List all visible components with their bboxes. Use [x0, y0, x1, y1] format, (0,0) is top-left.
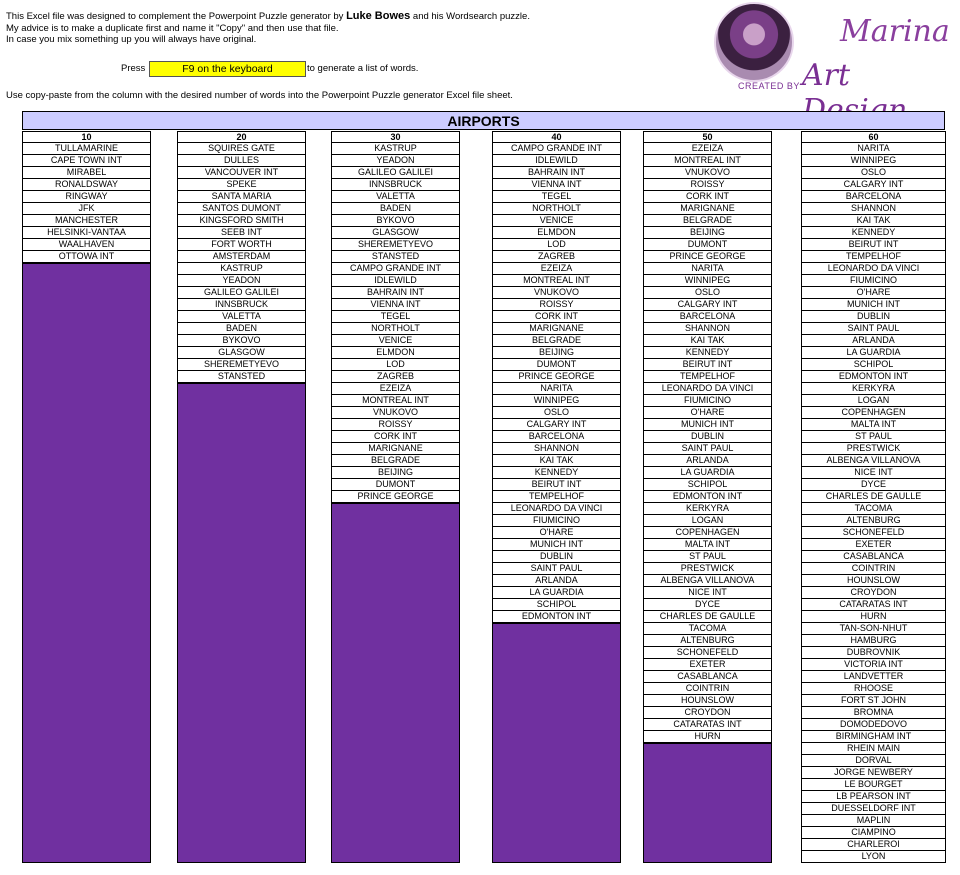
list-item[interactable]: CORK INT	[331, 431, 460, 443]
list-item[interactable]: CATARATAS INT	[801, 599, 946, 611]
list-item[interactable]: CALGARY INT	[801, 179, 946, 191]
list-item[interactable]: ALTENBURG	[801, 515, 946, 527]
list-item[interactable]: CORK INT	[643, 191, 772, 203]
list-item[interactable]: MALTA INT	[643, 539, 772, 551]
list-item[interactable]: OTTOWA INT	[22, 251, 151, 263]
list-item[interactable]: CATARATAS INT	[643, 719, 772, 731]
list-item[interactable]: CROYDON	[643, 707, 772, 719]
column-50	[643, 131, 772, 863]
column-header[interactable]: 40	[492, 131, 621, 143]
list-item[interactable]: DUMONT	[492, 359, 621, 371]
list-item[interactable]: WINNIPEG	[643, 275, 772, 287]
list-item[interactable]: LA GUARDIA	[643, 467, 772, 479]
column-header[interactable]: 20	[177, 131, 306, 143]
word-list	[643, 143, 772, 743]
list-item[interactable]: EDMONTON INT	[492, 611, 621, 623]
list-item[interactable]: ZAGREB	[492, 251, 621, 263]
list-item[interactable]: BARCELONA	[643, 311, 772, 323]
list-item[interactable]: BAHRAIN INT	[331, 287, 460, 299]
list-item[interactable]: LA GUARDIA	[492, 587, 621, 599]
list-item[interactable]: JFK	[22, 203, 151, 215]
list-item[interactable]: CIAMPINO	[801, 827, 946, 839]
list-item[interactable]: KINGSFORD SMITH	[177, 215, 306, 227]
list-item[interactable]: SHANNON	[643, 323, 772, 335]
list-item[interactable]: IDLEWILD	[492, 155, 621, 167]
list-item[interactable]: BEIJING	[643, 227, 772, 239]
list-item[interactable]: DORVAL	[801, 755, 946, 767]
list-item[interactable]: TACOMA	[643, 623, 772, 635]
list-item[interactable]: SHEREMETYEVO	[331, 239, 460, 251]
list-item[interactable]: KASTRUP	[177, 263, 306, 275]
list-item[interactable]: DYCE	[643, 599, 772, 611]
logo-art-design: Art	[802, 58, 851, 93]
list-item[interactable]: AMSTERDAM	[177, 251, 306, 263]
list-item[interactable]: BADEN	[177, 323, 306, 335]
list-item[interactable]: VANCOUVER INT	[177, 167, 306, 179]
list-item[interactable]: CASABLANCA	[801, 551, 946, 563]
list-item[interactable]: FIUMICINO	[643, 395, 772, 407]
list-item[interactable]: BYKOVO	[331, 215, 460, 227]
filler-block	[22, 263, 151, 863]
list-item[interactable]: ALBENGA VILLANOVA	[643, 575, 772, 587]
list-item[interactable]: GLASGOW	[177, 347, 306, 359]
column-60	[801, 131, 946, 863]
list-item[interactable]: LEONARDO DA VINCI	[492, 503, 621, 515]
list-item[interactable]: LOD	[331, 359, 460, 371]
list-item[interactable]: VENICE	[331, 335, 460, 347]
list-item[interactable]: ROISSY	[492, 299, 621, 311]
list-item[interactable]: FORT ST JOHN	[801, 695, 946, 707]
list-item[interactable]: HELSINKI-VANTAA	[22, 227, 151, 239]
list-item[interactable]: LOGAN	[643, 515, 772, 527]
list-item[interactable]: SCHONEFELD	[801, 527, 946, 539]
list-item[interactable]: FORT WORTH	[177, 239, 306, 251]
list-item[interactable]: DYCE	[801, 479, 946, 491]
list-item[interactable]: SANTA MARIA	[177, 191, 306, 203]
f9-key-cell[interactable]: F9 on the keyboard	[149, 61, 306, 77]
list-item[interactable]: LOGAN	[801, 395, 946, 407]
list-item[interactable]: EDMONTON INT	[801, 371, 946, 383]
list-item[interactable]: DUMONT	[331, 479, 460, 491]
airports-banner: AIRPORTS	[22, 111, 945, 130]
list-item[interactable]: MANCHESTER	[22, 215, 151, 227]
list-item[interactable]: ST PAUL	[801, 431, 946, 443]
list-item[interactable]: YEADON	[331, 155, 460, 167]
list-item[interactable]: MUNICH INT	[643, 419, 772, 431]
list-item[interactable]: ELMDON	[492, 227, 621, 239]
list-item[interactable]: LEONARDO DA VINCI	[643, 383, 772, 395]
list-item[interactable]: EZEIZA	[492, 263, 621, 275]
list-item[interactable]: LOD	[492, 239, 621, 251]
list-item[interactable]: HOUNSLOW	[643, 695, 772, 707]
list-item[interactable]: KERKYRA	[643, 503, 772, 515]
list-item[interactable]: KENNEDY	[801, 227, 946, 239]
list-item[interactable]: KAI TAK	[643, 335, 772, 347]
list-item[interactable]: CALGARY INT	[492, 419, 621, 431]
list-item[interactable]: ARLANDA	[492, 575, 621, 587]
list-item[interactable]: YEADON	[177, 275, 306, 287]
list-item[interactable]: CALGARY INT	[643, 299, 772, 311]
list-item[interactable]: RHEIN MAIN	[801, 743, 946, 755]
list-item[interactable]: EDMONTON INT	[643, 491, 772, 503]
list-item[interactable]: VALETTA	[177, 311, 306, 323]
list-item[interactable]: COINTRIN	[801, 563, 946, 575]
list-item[interactable]: PRESTWICK	[643, 563, 772, 575]
list-item[interactable]: BEIJING	[492, 347, 621, 359]
author-name: Luke Bowes	[346, 10, 411, 22]
list-item[interactable]: ZAGREB	[331, 371, 460, 383]
avatar	[714, 2, 794, 82]
list-item[interactable]: LEONARDO DA VINCI	[801, 263, 946, 275]
list-item[interactable]: COINTRIN	[643, 683, 772, 695]
list-item[interactable]: TEMPELHOF	[801, 251, 946, 263]
list-item[interactable]: MUNICH INT	[801, 299, 946, 311]
list-item[interactable]: RONALDSWAY	[22, 179, 151, 191]
list-item[interactable]: INNSBRUCK	[177, 299, 306, 311]
column-header[interactable]: 60	[801, 131, 946, 143]
word-list	[492, 143, 621, 623]
intro-line-2: My advice is to make a duplicate first and name it "Copy" and then use that file.	[6, 22, 339, 34]
list-item[interactable]: SAINT PAUL	[801, 323, 946, 335]
list-item[interactable]: DOMODEDOVO	[801, 719, 946, 731]
list-item[interactable]: PRINCE GEORGE	[331, 491, 460, 503]
list-item[interactable]: STANSTED	[177, 371, 306, 383]
list-item[interactable]: MONTREAL INT	[492, 275, 621, 287]
list-item[interactable]: ROISSY	[643, 179, 772, 191]
list-item[interactable]: MARIGNANE	[643, 203, 772, 215]
filler-block	[492, 623, 621, 863]
list-item[interactable]: BADEN	[331, 203, 460, 215]
list-item[interactable]: GALILEO GALILEI	[331, 167, 460, 179]
list-item[interactable]: BEIRUT INT	[801, 239, 946, 251]
list-item[interactable]: LE BOURGET	[801, 779, 946, 791]
list-item[interactable]: INNSBRUCK	[331, 179, 460, 191]
list-item[interactable]: GALILEO GALILEI	[177, 287, 306, 299]
list-item[interactable]: EZEIZA	[331, 383, 460, 395]
list-item[interactable]: PRESTWICK	[801, 443, 946, 455]
list-item[interactable]: WAALHAVEN	[22, 239, 151, 251]
list-item[interactable]: VIENNA INT	[492, 179, 621, 191]
list-item[interactable]: FIUMICINO	[801, 275, 946, 287]
list-item[interactable]: SAINT PAUL	[492, 563, 621, 575]
list-item[interactable]: BEIRUT INT	[643, 359, 772, 371]
list-item[interactable]: ARLANDA	[643, 455, 772, 467]
list-item[interactable]: SHANNON	[801, 203, 946, 215]
list-item[interactable]: OSLO	[643, 287, 772, 299]
logo-created-by: CREATED BY	[738, 81, 800, 91]
list-item[interactable]: BYKOVO	[177, 335, 306, 347]
list-item[interactable]: HOUNSLOW	[801, 575, 946, 587]
list-item[interactable]: ALBENGA VILLANOVA	[801, 455, 946, 467]
list-item[interactable]: NORTHOLT	[492, 203, 621, 215]
list-item[interactable]: CORK INT	[492, 311, 621, 323]
list-item[interactable]: WINNIPEG	[801, 155, 946, 167]
list-item[interactable]: EXETER	[643, 659, 772, 671]
list-item[interactable]: NARITA	[643, 263, 772, 275]
list-item[interactable]: TEGEL	[331, 311, 460, 323]
list-item[interactable]: VNUKOVO	[492, 287, 621, 299]
list-item[interactable]: RINGWAY	[22, 191, 151, 203]
list-item[interactable]: TULLAMARINE	[22, 143, 151, 155]
list-item[interactable]: TAN-SON-NHUT	[801, 623, 946, 635]
list-item[interactable]: CHARLEROI	[801, 839, 946, 851]
list-item[interactable]: MONTREAL INT	[643, 155, 772, 167]
list-item[interactable]: DUBROVNIK	[801, 647, 946, 659]
list-item[interactable]: BARCELONA	[492, 431, 621, 443]
intro-text	[6, 11, 530, 46]
list-item[interactable]: KAI TAK	[492, 455, 621, 467]
list-item[interactable]: SCHIPOL	[643, 479, 772, 491]
list-item[interactable]: DUESSELDORF INT	[801, 803, 946, 815]
list-item[interactable]: VNUKOVO	[331, 407, 460, 419]
list-item[interactable]: MALTA INT	[801, 419, 946, 431]
word-list	[177, 143, 306, 383]
list-item[interactable]: WINNIPEG	[492, 395, 621, 407]
list-item[interactable]: ALTENBURG	[643, 635, 772, 647]
list-item[interactable]: BEIRUT INT	[492, 479, 621, 491]
list-item[interactable]: CAMPO GRANDE INT	[331, 263, 460, 275]
list-item[interactable]: DUMONT	[643, 239, 772, 251]
list-item[interactable]: PRINCE GEORGE	[643, 251, 772, 263]
list-item[interactable]: NICE INT	[643, 587, 772, 599]
list-item[interactable]: ARLANDA	[801, 335, 946, 347]
list-item[interactable]: SCHIPOL	[801, 359, 946, 371]
list-item[interactable]: VNUKOVO	[643, 167, 772, 179]
list-item[interactable]: MAPLIN	[801, 815, 946, 827]
word-list	[22, 143, 151, 263]
list-item[interactable]: DULLES	[177, 155, 306, 167]
list-item[interactable]: EXETER	[801, 539, 946, 551]
list-item[interactable]: KENNEDY	[643, 347, 772, 359]
list-item[interactable]: SHEREMETYEVO	[177, 359, 306, 371]
logo-name: Marina	[840, 14, 950, 49]
list-item[interactable]: O'HARE	[492, 527, 621, 539]
list-item[interactable]: SANTOS DUMONT	[177, 203, 306, 215]
filler-block	[643, 743, 772, 863]
list-item[interactable]: BAHRAIN INT	[492, 167, 621, 179]
list-item[interactable]: NARITA	[801, 143, 946, 155]
list-item[interactable]: HURN	[643, 731, 772, 743]
list-item[interactable]: SHANNON	[492, 443, 621, 455]
press-instruction: to generate a list of words.	[307, 63, 419, 74]
list-item[interactable]: SCHONEFELD	[643, 647, 772, 659]
list-item[interactable]: JORGE NEWBERY	[801, 767, 946, 779]
list-item[interactable]: ROISSY	[331, 419, 460, 431]
list-item[interactable]: FIUMICINO	[492, 515, 621, 527]
list-item[interactable]: BELGRADE	[643, 215, 772, 227]
list-item[interactable]: O'HARE	[801, 287, 946, 299]
copy-paste-instruction: Use copy-paste from the column with the desired number of words into the Powerpoint Puzzle generator Excel file sheet.	[6, 90, 513, 101]
list-item[interactable]: SQUIRES GATE	[177, 143, 306, 155]
list-item[interactable]: RHOOSE	[801, 683, 946, 695]
list-item[interactable]: TEMPELHOF	[643, 371, 772, 383]
list-item[interactable]: LB PEARSON INT	[801, 791, 946, 803]
list-item[interactable]: OSLO	[492, 407, 621, 419]
column-header[interactable]: 10	[22, 131, 151, 143]
list-item[interactable]: SEEB INT	[177, 227, 306, 239]
list-item[interactable]: CROYDON	[801, 587, 946, 599]
list-item[interactable]: KENNEDY	[492, 467, 621, 479]
list-item[interactable]: BARCELONA	[801, 191, 946, 203]
list-item[interactable]: VIENNA INT	[331, 299, 460, 311]
list-item[interactable]: CAPE TOWN INT	[22, 155, 151, 167]
list-item[interactable]: CHARLES DE GAULLE	[801, 491, 946, 503]
list-item[interactable]: BEIJING	[331, 467, 460, 479]
list-item[interactable]: TACOMA	[801, 503, 946, 515]
word-list	[801, 143, 946, 863]
column-40	[492, 131, 621, 863]
list-item[interactable]: DUBLIN	[492, 551, 621, 563]
word-list	[331, 143, 460, 503]
list-item[interactable]: CHARLES DE GAULLE	[643, 611, 772, 623]
list-item[interactable]: SPEKE	[177, 179, 306, 191]
filler-block	[331, 503, 460, 863]
list-item[interactable]: MARIGNANE	[331, 443, 460, 455]
column-header[interactable]: 50	[643, 131, 772, 143]
list-item[interactable]: CASABLANCA	[643, 671, 772, 683]
list-item[interactable]: LYON	[801, 851, 946, 863]
list-item[interactable]: ELMDON	[331, 347, 460, 359]
list-item[interactable]: ST PAUL	[643, 551, 772, 563]
list-item[interactable]: LANDVETTER	[801, 671, 946, 683]
list-item[interactable]: COPENHAGEN	[801, 407, 946, 419]
list-item[interactable]: DUBLIN	[801, 311, 946, 323]
list-item[interactable]: IDLEWILD	[331, 275, 460, 287]
list-item[interactable]: HURN	[801, 611, 946, 623]
list-item[interactable]: VENICE	[492, 215, 621, 227]
list-item[interactable]: MUNICH INT	[492, 539, 621, 551]
intro-line-3: In case you mix something up you will always have original.	[6, 34, 257, 45]
list-item[interactable]: MIRABEL	[22, 167, 151, 179]
list-item[interactable]: EZEIZA	[643, 143, 772, 155]
list-item[interactable]: MONTREAL INT	[331, 395, 460, 407]
list-item[interactable]: BELGRADE	[492, 335, 621, 347]
list-item[interactable]: BELGRADE	[331, 455, 460, 467]
list-item[interactable]: KAI TAK	[801, 215, 946, 227]
brand-logo	[712, 2, 952, 97]
list-item[interactable]: PRINCE GEORGE	[492, 371, 621, 383]
press-label: Press	[121, 63, 146, 74]
list-item[interactable]: NICE INT	[801, 467, 946, 479]
filler-block	[177, 383, 306, 863]
column-header[interactable]: 30	[331, 131, 460, 143]
column-20	[177, 131, 306, 863]
list-item[interactable]: VALETTA	[331, 191, 460, 203]
list-item[interactable]: KASTRUP	[331, 143, 460, 155]
list-item[interactable]: VICTORIA INT	[801, 659, 946, 671]
list-item[interactable]: GLASGOW	[331, 227, 460, 239]
list-item[interactable]: STANSTED	[331, 251, 460, 263]
list-item[interactable]: O'HARE	[643, 407, 772, 419]
list-item[interactable]: TEMPELHOF	[492, 491, 621, 503]
list-item[interactable]: SAINT PAUL	[643, 443, 772, 455]
column-30	[331, 131, 460, 863]
column-10	[22, 131, 151, 863]
list-item[interactable]: KERKYRA	[801, 383, 946, 395]
list-item[interactable]: SCHIPOL	[492, 599, 621, 611]
list-item[interactable]: BROMNA	[801, 707, 946, 719]
list-item[interactable]: MARIGNANE	[492, 323, 621, 335]
list-item[interactable]: NORTHOLT	[331, 323, 460, 335]
list-item[interactable]: NARITA	[492, 383, 621, 395]
list-item[interactable]: COPENHAGEN	[643, 527, 772, 539]
list-item[interactable]: LA GUARDIA	[801, 347, 946, 359]
intro-line-1: This Excel file was designed to complement the Powerpoint Puzzle generator by Luke Bowes and his Wordsearch puzzle.	[6, 10, 530, 22]
list-item[interactable]: TEGEL	[492, 191, 621, 203]
list-item[interactable]: OSLO	[801, 167, 946, 179]
list-item[interactable]: DUBLIN	[643, 431, 772, 443]
list-item[interactable]: CAMPO GRANDE INT	[492, 143, 621, 155]
list-item[interactable]: BIRMINGHAM INT	[801, 731, 946, 743]
list-item[interactable]: HAMBURG	[801, 635, 946, 647]
